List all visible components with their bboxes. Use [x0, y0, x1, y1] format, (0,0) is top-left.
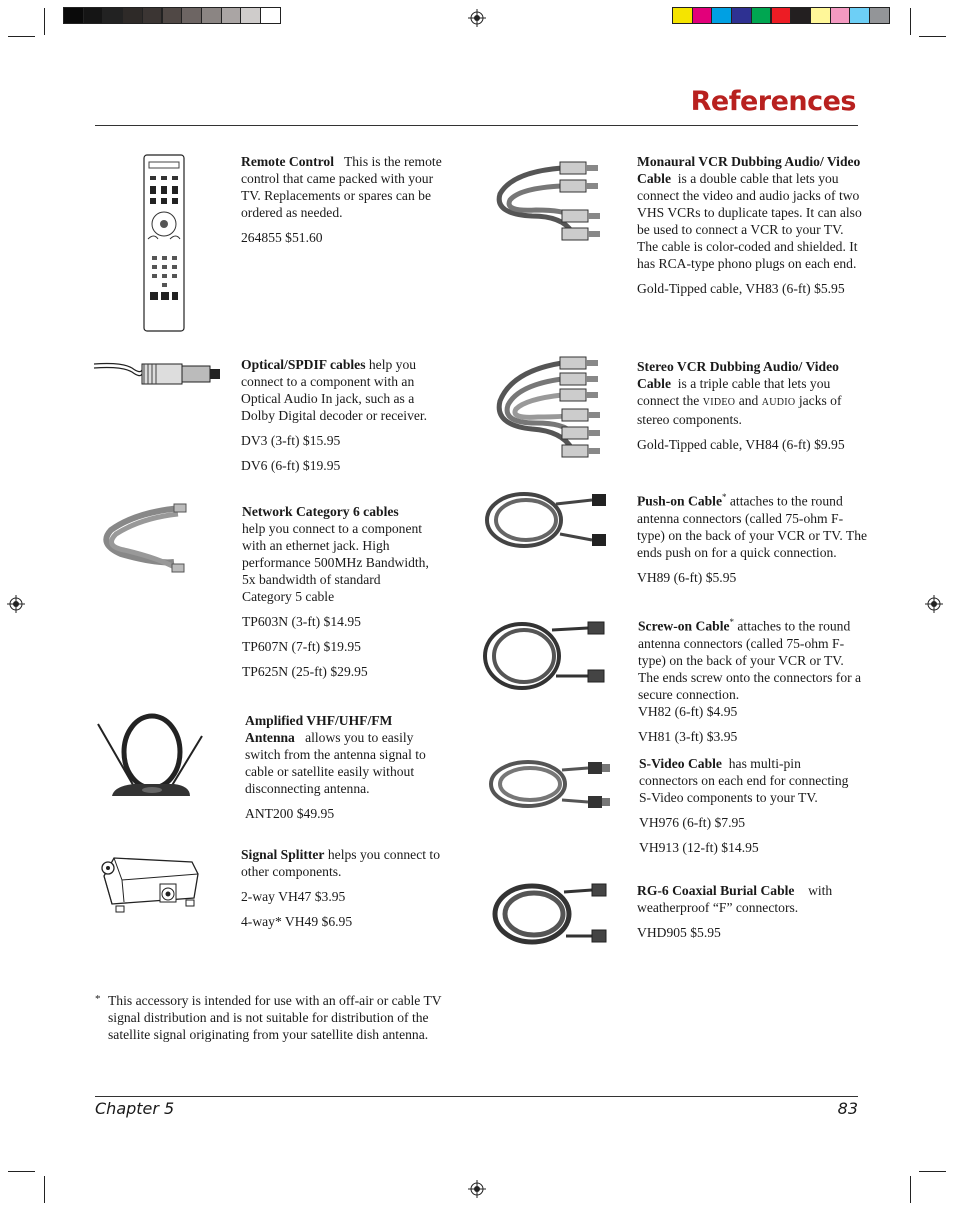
- product-description: help you connect to a component with an Optical Audio In jack, such as a Dolby Digital decoder or receiver.: [241, 357, 428, 423]
- calibration-swatch: [240, 7, 261, 24]
- calibration-swatch: [810, 7, 831, 24]
- product-name: S-Video Cable: [639, 756, 722, 771]
- product-name: Screw-on Cable: [638, 618, 730, 634]
- product-signal-splitter: [241, 846, 441, 930]
- calibration-swatch: [221, 7, 242, 24]
- footnote-mark: *: [95, 993, 101, 1005]
- product-name: Push-on Cable: [637, 493, 722, 509]
- product-name: Monaural VCR Dubbing Audio/ Video Cable: [637, 154, 861, 186]
- calibration-swatch: [711, 7, 732, 24]
- product-description: allows you to easily switch from the antenna signal to cable or satellite easily without disconnecting antenna.: [245, 730, 426, 796]
- product-name: RG-6 Coaxial Burial Cable: [637, 883, 795, 898]
- calibration-swatch: [790, 7, 811, 24]
- chapter-label: Chapter 5: [95, 1099, 175, 1118]
- signal-splitter-icon: [94, 846, 204, 916]
- optical-cable-icon: [92, 356, 232, 396]
- product-price: TP607N (7-ft) $19.95: [242, 639, 361, 654]
- rg6-coaxial-cable-icon: [492, 880, 622, 946]
- registration-mark-icon: [7, 595, 25, 613]
- crop-mark: [8, 36, 35, 37]
- product-name: Stereo VCR Dubbing Audio/ Video Cable: [637, 359, 839, 391]
- crop-mark: [919, 1171, 946, 1172]
- calibration-swatch: [672, 7, 693, 24]
- push-on-cable-icon: [484, 490, 614, 552]
- footnote-mark: *: [721, 492, 727, 502]
- calibration-swatch: [63, 7, 84, 24]
- product-rg6-cable: [637, 882, 859, 941]
- product-name: Remote Control: [241, 154, 334, 169]
- calibration-swatch: [771, 7, 792, 24]
- page-number: 83: [837, 1099, 858, 1118]
- footnote-text: This accessory is intended for use with an off-air or cable TV signal distribution and is not suitable for distribution of the satellite signal originating from your satellite dish antenna.: [108, 993, 442, 1042]
- product-description: has multi-pin connectors on each end for connecting S-Video components to your TV.: [639, 756, 849, 805]
- s-video-cable-icon: [488, 756, 618, 812]
- product-price: VHD905 $5.95: [637, 925, 721, 940]
- product-stereo-dubbing-cable: [637, 358, 862, 453]
- product-price: VH82 (6-ft) $4.95: [638, 703, 738, 719]
- product-price: TP625N (25-ft) $29.95: [242, 664, 368, 679]
- registration-mark-icon: [468, 9, 486, 27]
- product-description: helps you connect to other components.: [241, 847, 440, 879]
- product-price: ANT200 $49.95: [245, 806, 335, 821]
- product-price: TP603N (3-ft) $14.95: [242, 614, 361, 629]
- page-title: References: [690, 86, 856, 117]
- calibration-swatch: [201, 7, 222, 24]
- product-antenna: [245, 712, 445, 822]
- product-s-video-cable: [639, 755, 861, 856]
- product-name: Amplified VHF/UHF/FM Antenna: [245, 713, 393, 745]
- product-price: VH89 (6-ft) $5.95: [637, 569, 737, 585]
- product-description: is a triple cable that lets you connect the: [637, 376, 831, 408]
- product-screw-on-cable: [638, 614, 866, 745]
- calibration-swatch: [751, 7, 772, 24]
- antenna-icon: [94, 710, 206, 806]
- calibration-swatch: [260, 7, 281, 24]
- product-price: VH913 (12-ft) $14.95: [639, 840, 759, 855]
- registration-mark-icon: [925, 595, 943, 613]
- calibration-swatch: [869, 7, 890, 24]
- product-name: Signal Splitter: [241, 847, 325, 862]
- product-price: 2-way VH47 $3.95: [241, 889, 346, 904]
- product-push-on-cable: [637, 489, 869, 586]
- product-price: Gold-Tipped cable, VH83 (6-ft) $5.95: [637, 281, 845, 296]
- network-cable-icon: [96, 502, 191, 582]
- product-price: DV6 (6-ft) $19.95: [241, 458, 341, 473]
- crop-mark: [910, 1176, 911, 1203]
- calibration-swatch: [83, 7, 104, 24]
- product-description: VIDEO: [702, 397, 736, 408]
- stereo-dubbing-cable-icon: [492, 345, 602, 465]
- calibration-swatch: [181, 7, 202, 24]
- product-network-cable: [242, 503, 430, 680]
- product-description: with weatherproof “F” connectors.: [637, 883, 833, 915]
- registration-mark-icon: [468, 1180, 486, 1198]
- product-description: This is the remote control that came packed with your TV. Replacements or spares can be ordered as needed.: [241, 154, 442, 220]
- product-description: attaches to the round antenna connectors (called 75-ohm F-type) on the back of your VCR or TV. The ends push on for a quick connection.: [637, 493, 868, 560]
- product-mono-dubbing-cable: [637, 153, 862, 297]
- product-price: VH976 (6-ft) $7.95: [639, 815, 746, 830]
- calibration-swatch: [162, 7, 183, 24]
- screw-on-cable-icon: [482, 616, 612, 696]
- product-description: and: [735, 393, 762, 408]
- calibration-swatch: [122, 7, 143, 24]
- product-description: jacks of stereo components.: [637, 393, 842, 427]
- crop-mark: [919, 36, 946, 37]
- calibration-swatch: [849, 7, 870, 24]
- product-price: 4-way* VH49 $6.95: [241, 914, 353, 929]
- calibration-swatch: [692, 7, 713, 24]
- product-description: help you connect to a component with an ethernet jack. High performance 500MHz Bandwidth, 5x bandwidth of standard Category 5 cable: [242, 521, 429, 604]
- crop-mark: [44, 8, 45, 35]
- product-price: DV3 (3-ft) $15.95: [241, 433, 341, 448]
- product-price: 264855 $51.60: [241, 230, 323, 245]
- calibration-swatch: [142, 7, 163, 24]
- product-name: Optical/SPDIF cables: [241, 357, 366, 372]
- footnote-mark: *: [729, 617, 734, 627]
- product-name: Network Category 6 cables: [242, 504, 399, 519]
- calibration-swatch: [102, 7, 123, 24]
- product-price: Gold-Tipped cable, VH84 (6-ft) $9.95: [637, 437, 845, 452]
- calibration-swatch: [731, 7, 752, 24]
- remote-control-icon: [140, 154, 190, 334]
- crop-mark: [44, 1176, 45, 1203]
- product-price: VH81 (3-ft) $3.95: [638, 728, 738, 744]
- product-optical-cable: [241, 356, 441, 474]
- product-description: is a double cable that lets you connect the video and audio jacks of two VHS VCRs to duplicate tapes. It can also be used to connect a VCR to your TV. The cable is color-coded and shielded. It has RCA-type phono plugs on each end.: [637, 171, 862, 271]
- product-description: attaches to the round antenna connectors (called 75-ohm F-type) on the back of your VCR or TV. The ends screw onto the connectors for a secure connection.: [638, 618, 862, 702]
- footnote: [95, 992, 447, 1043]
- crop-mark: [8, 1171, 35, 1172]
- crop-mark: [910, 8, 911, 35]
- footer-rule: [95, 1096, 858, 1097]
- product-remote-control: [241, 153, 449, 246]
- header-rule: [95, 125, 858, 126]
- product-description: AUDIO: [761, 397, 796, 408]
- mono-dubbing-cable-icon: [492, 150, 602, 250]
- calibration-swatch: [830, 7, 851, 24]
